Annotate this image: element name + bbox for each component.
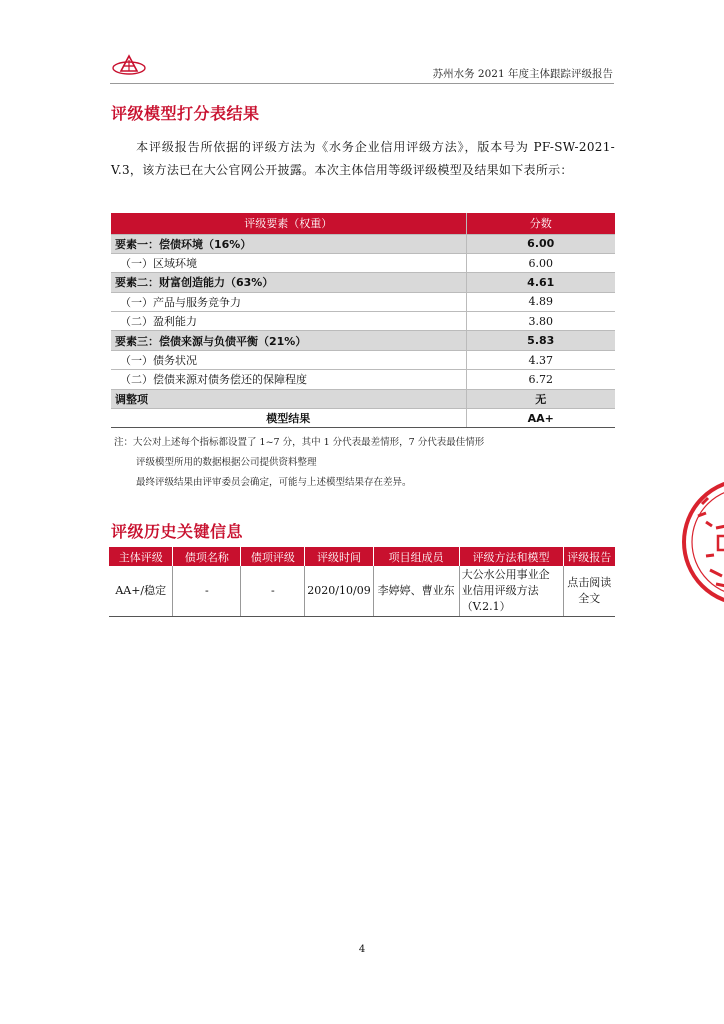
col-header-factor: 评级要素（权重） [111,213,466,234]
company-seal-icon [676,470,724,620]
section-title-model-score: 评级模型打分表结果 [111,104,260,123]
col-header-rating-date: 评级时间 [305,547,373,566]
rating-date-cell: 2020/10/09 [305,566,373,616]
factor-score: 无 [466,389,615,408]
factor-label: （二）盈利能力 [111,312,466,331]
factor-score: 4.37 [466,350,615,369]
table-row [111,253,615,272]
history-table-header [109,547,615,566]
table-row [111,350,615,369]
table-row [111,273,615,292]
factor-score: 6.00 [466,234,615,253]
factor-score: AA+ [466,409,615,428]
col-header-issuer-rating: 主体评级 [109,547,173,566]
read-full-report-link[interactable]: 点击阅读全文 [563,566,615,616]
factor-label: 要素一：偿债环境（16%） [111,234,466,253]
score-table [111,213,615,428]
method-paragraph [111,136,615,181]
factor-score: 6.00 [466,253,615,272]
col-header-team-members: 项目组成员 [373,547,459,566]
rating-history-table [109,547,615,617]
table-row [111,234,615,253]
running-header-title: 苏州水务 2021 年度主体跟踪评级报告 [432,68,613,80]
factor-label: （二）偿债来源对债务偿还的保障程度 [111,370,466,389]
table-row [111,312,615,331]
section-title-rating-history: 评级历史关键信息 [111,522,244,541]
factor-score: 6.72 [466,370,615,389]
factor-label: （一）区域环境 [111,253,466,272]
score-table-header [111,213,615,234]
factor-label: 调整项 [111,389,466,408]
table-notes [114,433,484,493]
col-header-score: 分数 [466,213,615,234]
note-line: 评级模型所用的数据根据公司提供资料整理 [136,457,317,468]
bond-rating-cell: - [241,566,305,616]
table-row-model-result [111,409,615,428]
factor-label: （一）产品与服务竞争力 [111,292,466,311]
method-cell: 大公水公用事业企业信用评级方法（V.2.1） [459,566,563,616]
table-row [109,566,615,616]
factor-label: 要素三：偿债来源与负债平衡（21%） [111,331,466,350]
col-header-report: 评级报告 [563,547,615,566]
issuer-rating-cell: AA+/稳定 [109,566,173,616]
factor-label: （一）债务状况 [111,350,466,369]
table-row [111,389,615,408]
factor-score: 4.89 [466,292,615,311]
col-header-bond-rating: 债项评级 [241,547,305,566]
factor-label: 要素二：财富创造能力（63%） [111,273,466,292]
col-header-bond-name: 债项名称 [173,547,241,566]
table-row [111,292,615,311]
factor-score: 3.80 [466,312,615,331]
table-row [111,370,615,389]
bond-name-cell: - [173,566,241,616]
method-paragraph-text: 本评级报告所依据的评级方法为《水务企业信用评级方法》，版本号为 PF-SW-2021-V.3，该方法已在大公官网公开披露。本次主体信用等级评级模型及结果如下表所示： [111,140,615,177]
col-header-method: 评级方法和模型 [459,547,563,566]
dagong-logo-icon [112,54,146,76]
factor-score: 4.61 [466,273,615,292]
header-divider [110,83,614,84]
team-members-cell: 李婷婷、曹业东 [373,566,459,616]
factor-label: 模型结果 [111,409,466,428]
factor-score: 5.83 [466,331,615,350]
table-row [111,331,615,350]
note-line: 最终评级结果由评审委员会确定，可能与上述模型结果存在差异。 [136,477,412,488]
note-line: 注：大公对上述每个指标都设置了 1~7 分，其中 1 分代表最差情形，7 分代表最佳情形 [114,437,485,448]
page-number: 4 [358,944,366,955]
